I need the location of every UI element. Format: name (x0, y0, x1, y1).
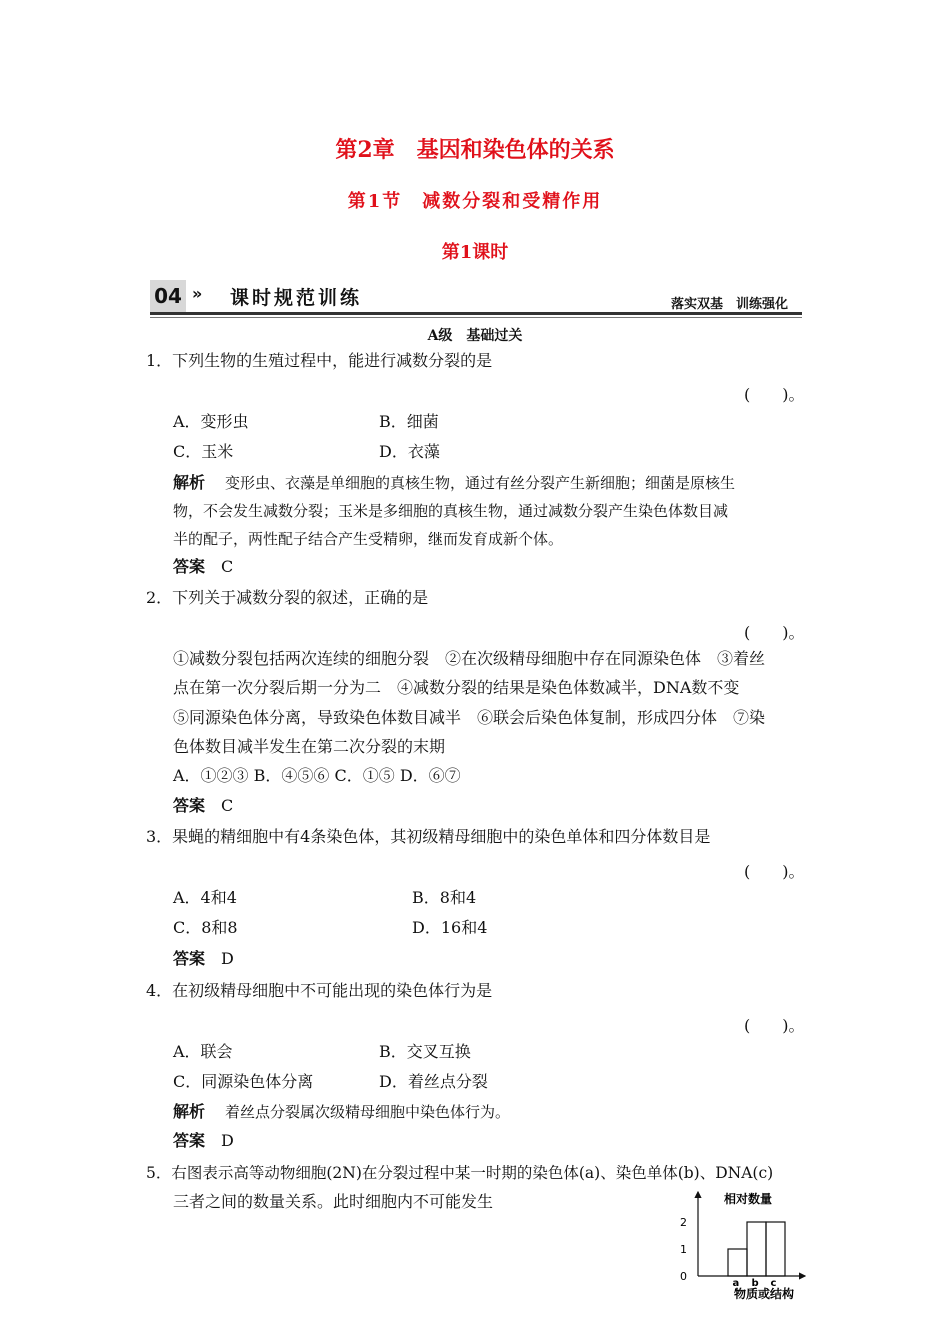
section-title: 第1节 减数分裂和受精作用 (347, 191, 603, 212)
question-3-option-b: B．8和4 (412, 888, 477, 907)
chapter-title: 第2章 基因和染色体的关系 (335, 137, 615, 163)
question-2-options: A．①②③ B．④⑤⑥ C．①⑤ D．⑥⑦ (173, 766, 461, 785)
question-2-paren: ( )。 (744, 623, 805, 642)
question-1-stem: 1．下列生物的生殖过程中，能进行减数分裂的是 (146, 351, 493, 370)
question-2-statement-line: ⑤同源染色体分离，导致染色体数目减半 ⑥联会后染色体复制，形成四分体 ⑦染 (173, 708, 766, 727)
double-chevron-icon: » (192, 284, 203, 303)
question-2-statement-line: 点在第一次分裂后期一分为二 ④减数分裂的结果是染色体数减半，DNA数不变 (173, 678, 740, 697)
exercise-banner (150, 280, 802, 316)
question-4-answer: 答案 D (173, 1131, 234, 1150)
question-4-analysis-label: 解析 (173, 1102, 206, 1121)
question-2-statement-line: 色体数目减半发生在第二次分裂的末期 (173, 737, 446, 756)
question-1-analysis-line: 半的配子，两性配子结合产生受精卵，继而发育成新个体。 (173, 530, 564, 548)
x-tick-label: c (770, 1278, 777, 1289)
question-4-option-c: C．同源染色体分离 (173, 1072, 314, 1091)
y-tick-label: 1 (680, 1243, 687, 1256)
question-1-paren: ( )。 (744, 385, 805, 404)
bar-b (747, 1222, 766, 1276)
question-1-analysis-line: 变形虫、衣藻是单细胞的真核生物，通过有丝分裂产生新细胞；细菌是原核生 (225, 474, 736, 492)
question-5-stem-line: 5．右图表示高等动物细胞(2N)在分裂过程中某一时期的染色体(a)、染色单体(b)、DNA(c) (146, 1164, 774, 1182)
question-1-analysis-label: 解析 (173, 473, 206, 492)
x-tick-label: a (732, 1278, 740, 1289)
question-1-option-c: C．玉米 (173, 442, 234, 461)
lesson-title: 第1课时 (441, 242, 509, 263)
question-1-option-d: D．衣藻 (379, 442, 440, 461)
question-3-paren: ( )。 (744, 862, 805, 881)
question-3-option-c: C．8和8 (173, 918, 238, 937)
question-3-option-a: A．4和4 (173, 888, 237, 907)
bar-c (766, 1222, 785, 1276)
question-1-answer: 答案 C (173, 557, 234, 576)
bar-a (728, 1249, 747, 1276)
question-4-option-b: B．交叉互换 (379, 1042, 471, 1061)
question-1-option-b: B．细菌 (379, 412, 439, 431)
relative-quantity-chart (670, 1188, 820, 1308)
x-tick-label: b (751, 1278, 759, 1289)
question-4-option-d: D．着丝点分裂 (379, 1072, 488, 1091)
banner-rule-thin (150, 317, 802, 318)
question-4-option-a: A．联会 (173, 1042, 233, 1061)
banner-number: 04 (150, 280, 186, 312)
question-5-stem-line: 三者之间的数量关系。此时细胞内不可能发生 (173, 1192, 494, 1211)
banner-title: 课时规范训练 (230, 287, 363, 309)
question-4-paren: ( )。 (744, 1016, 805, 1035)
banner-rule (150, 312, 802, 315)
question-4-analysis-line: 着丝点分裂属次级精母细胞中染色体行为。 (225, 1103, 511, 1121)
level-heading: A级 基础过关 (427, 328, 523, 344)
question-3-answer: 答案 D (173, 949, 234, 968)
question-3-stem: 3．果蝇的精细胞中有4条染色体，其初级精母细胞中的染色单体和四分体数目是 (146, 827, 711, 846)
y-tick-label: 2 (680, 1216, 687, 1229)
x-axis-label: 物质或结构 (734, 1287, 795, 1301)
question-2-answer: 答案 C (173, 796, 234, 815)
question-2-statement-line: ①减数分裂包括两次连续的细胞分裂 ②在次级精母细胞中存在同源染色体 ③着丝 (173, 649, 766, 668)
question-1-analysis-line: 物，不会发生减数分裂；玉米是多细胞的真核生物，通过减数分裂产生染色体数目减 (173, 502, 729, 520)
chart-title: 相对数量 (724, 1192, 773, 1206)
question-3-option-d: D．16和4 (412, 918, 488, 937)
question-2-stem: 2．下列关于减数分裂的叙述，正确的是 (146, 588, 429, 607)
banner-subtitle: 落实双基 训练强化 (670, 297, 788, 312)
question-4-stem: 4．在初级精母细胞中不可能出现的染色体行为是 (146, 981, 493, 1000)
y-tick-label: 0 (680, 1270, 687, 1283)
question-1-option-a: A．变形虫 (173, 412, 249, 431)
